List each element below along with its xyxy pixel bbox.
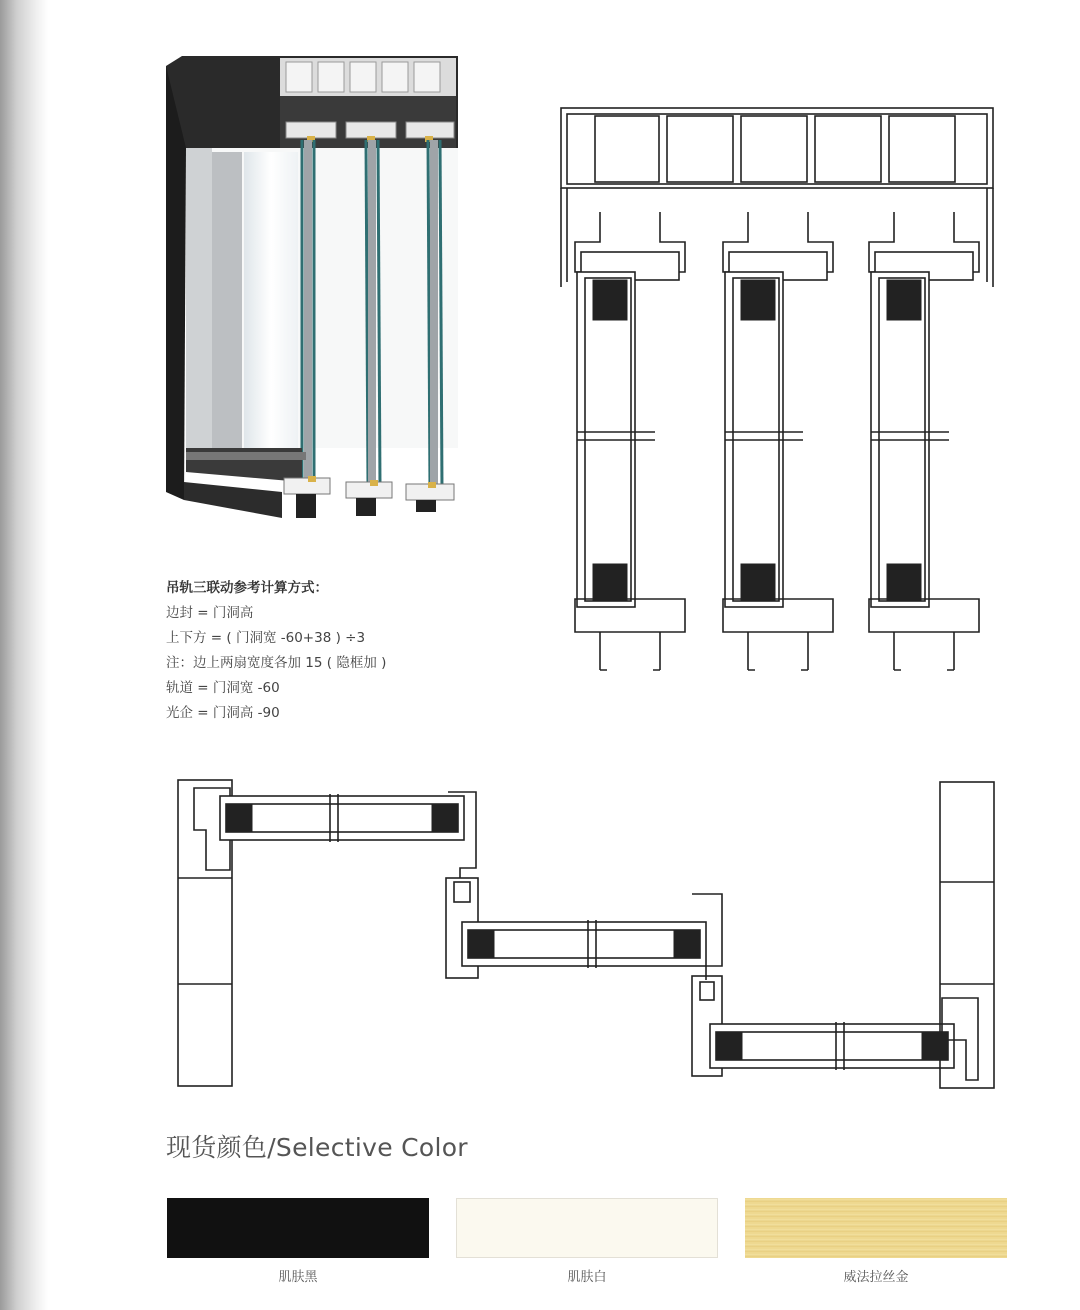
- profile-3d-render: [162, 52, 462, 522]
- color-swatch-white: [456, 1198, 718, 1258]
- calc-line: 注：边上两扇宽度各加 15 ( 隐框加 ): [166, 655, 387, 671]
- calc-line: 上下方 = ( 门洞宽 -60+38 ) ÷3: [166, 630, 366, 646]
- color-swatch-black: [167, 1198, 429, 1258]
- calc-notes: [166, 576, 386, 726]
- section-drawing: [555, 102, 1005, 682]
- calc-line: 轨道 = 门洞宽 -60: [166, 680, 280, 696]
- swatch-label-black: 肌肤黑: [278, 1270, 318, 1285]
- calc-title: 吊轨三联动参考计算方式：: [166, 580, 328, 596]
- colors-heading: 现货颜色/Selective Color: [166, 1133, 468, 1162]
- calc-line: 光企 = 门洞高 -90: [166, 705, 280, 721]
- page-edge-shadow: [0, 0, 48, 1310]
- swatch-label-white: 肌肤白: [567, 1270, 607, 1285]
- calc-line: 边封 = 门洞高: [166, 605, 254, 621]
- swatch-label-gold: 威法拉丝金: [843, 1270, 909, 1285]
- plan-drawing: [170, 770, 1000, 1100]
- color-swatch-gold: [745, 1198, 1007, 1258]
